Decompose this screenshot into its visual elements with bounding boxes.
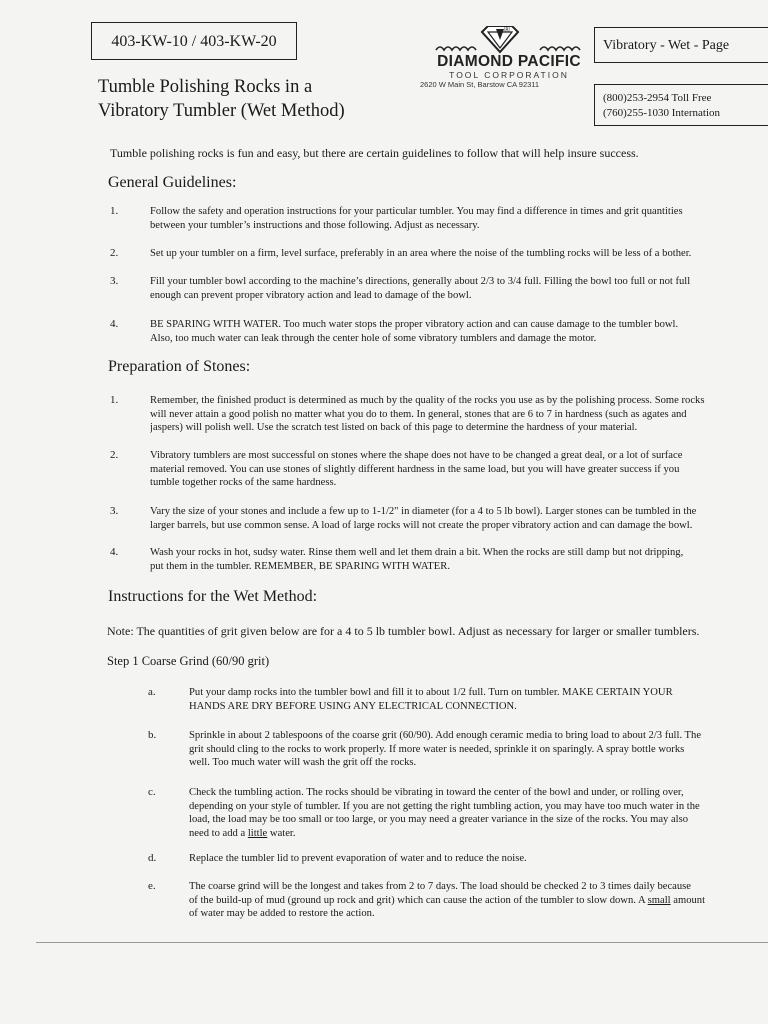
step-letter: d.: [148, 852, 157, 864]
step-title: Step 1 Coarse Grind (60/90 grit): [107, 654, 270, 668]
preparation-item: Wash your rocks in hot, sudsy water. Rinse them well and let them drain a bit. When the rocks are still damp but not dripping, put them in the tumbler. REMEMBER, BE SPARING WITH WATER.: [150, 547, 684, 572]
phone-international: (760)255-1030 Internation: [603, 107, 720, 119]
footer-divider: [36, 942, 768, 943]
company-address: 2620 W Main St, Barstow CA 92311: [420, 80, 540, 89]
document-type-box: Vibratory - Wet - Page: [594, 27, 768, 63]
step-item: [189, 880, 724, 921]
list-number: 3.: [110, 505, 119, 517]
preparation-item: Vary the size of your stones and include a few up to 1-1/2" in diameter (for a 4 to 5 lb bowl). Larger stones can be tumbled in the larger barrels, but use common sense. A load of large rocks will not create the proper vibratory action and can damage the bowl.: [150, 506, 697, 531]
document-title: [98, 75, 345, 123]
step-item: Sprinkle in about 2 tablespoons of the coarse grit (60/90). Add enough ceramic media to bring load to about 2/3 full. The grit should cling to the rocks to work properly. If more water is needed, sprinkle it on sparingly. A spray bottle works well. Too much water will wash the grit off the rocks.: [189, 730, 702, 768]
emphasized-word: little: [247, 827, 268, 839]
model-number-box: 403-KW-10 / 403-KW-20: [91, 22, 297, 60]
step-text: The coarse grind will be the longest and takes from 2 to 7 days. The load should be checked 2 to 3 times daily because of the build-up of mud (ground up rock and grit) which can cause the action of the tumbler to slow down. A: [189, 881, 691, 906]
step-text: water.: [267, 827, 296, 839]
step-text: amount of water may be added to restore the action.: [189, 894, 706, 919]
registered-mark: ®: [504, 25, 510, 34]
list-number: 2.: [110, 247, 119, 259]
step-letter: c.: [148, 786, 156, 798]
list-number: 2.: [110, 449, 119, 461]
list-number: 4.: [110, 546, 119, 558]
logo-company-subtitle: TOOL CORPORATION: [449, 70, 569, 80]
step-letter: a.: [148, 686, 156, 698]
title-line-2: Vibratory Tumbler (Wet Method): [98, 101, 345, 121]
preparation-item: Vibratory tumblers are most successful on stones where the shape does not have to be changed a great deal, or a lot of surface material removed. You can use stones of slightly different hardness in the same load, but you will have greater success if you tumble together rocks of the same hardness.: [150, 450, 683, 488]
logo-company-name: DIAMOND PACIFIC: [437, 53, 581, 70]
wet-method-heading: Instructions for the Wet Method:: [108, 588, 318, 605]
list-number: 4.: [110, 318, 119, 330]
list-number: 1.: [110, 205, 119, 217]
phone-toll-free: (800)253-2954 Toll Free: [603, 92, 712, 104]
phone-box: [594, 84, 768, 126]
step-item: Replace the tumbler lid to prevent evaporation of water and to reduce the noise.: [189, 853, 527, 864]
guideline-item: BE SPARING WITH WATER. Too much water stops the proper vibratory action and can cause damage to the tumbler bowl. Also, too much water can leak through the center hole of some vibratory tumblers and damage the motor.: [150, 319, 679, 344]
general-guidelines-heading: General Guidelines:: [108, 174, 237, 191]
step-letter: b.: [148, 729, 157, 741]
step-text: Check the tumbling action. The rocks should be vibrating in toward the center of the bowl and under, or rolling over, depending on your style of tumbler. If you are not getting the right tumbling action, you may have too much water in the load, the load may be too small or too large, or you may need a greater variance in the size of the rocks. You may also need to add a: [189, 787, 700, 839]
step-letter: e.: [148, 880, 156, 892]
emphasized-word: small: [647, 894, 671, 906]
guideline-item: Follow the safety and operation instructions for your particular tumbler. You may find a difference in times and grit quantities between your tumbler’s instructions and those following. Adjust as necessary.: [150, 206, 683, 231]
title-line-1: Tumble Polishing Rocks in a: [98, 77, 313, 97]
grit-note: Note: The quantities of grit given below are for a 4 to 5 lb tumbler bowl. Adjust as necessary for larger or smaller tumblers.: [107, 624, 700, 638]
list-number: 3.: [110, 275, 119, 287]
preparation-item: Remember, the finished product is determined as much by the quality of the rocks you use as by the polishing process. Some rocks will never attain a good polish no matter what you do to them. In general, stones that are 6 to 7 in hardness (such as agates and jaspers) will polish well. Use the scratch test listed on back of this page to determine the hardness of your material.: [150, 395, 705, 433]
step-item: Put your damp rocks into the tumbler bowl and fill it to about 1/2 full. Turn on tumbler. MAKE CERTAIN YOUR HANDS ARE DRY BEFORE USING ANY ELECTRICAL CONNECTION.: [189, 687, 673, 712]
intro-paragraph: Tumble polishing rocks is fun and easy, but there are certain guidelines to follow that will help insure success.: [110, 146, 639, 160]
preparation-heading: Preparation of Stones:: [108, 358, 251, 375]
step-item: [189, 786, 724, 840]
list-number: 1.: [110, 394, 119, 406]
guideline-item: Fill your tumbler bowl according to the machine’s directions, generally about 2/3 to 3/4 full. Filling the bowl too full or not full enough can prevent proper vibratory action and lead to damage of the bowl.: [150, 276, 691, 301]
guideline-item: Set up your tumbler on a firm, level surface, preferably in an area where the noise of the tumbling rocks will be less of a bother.: [150, 248, 692, 259]
